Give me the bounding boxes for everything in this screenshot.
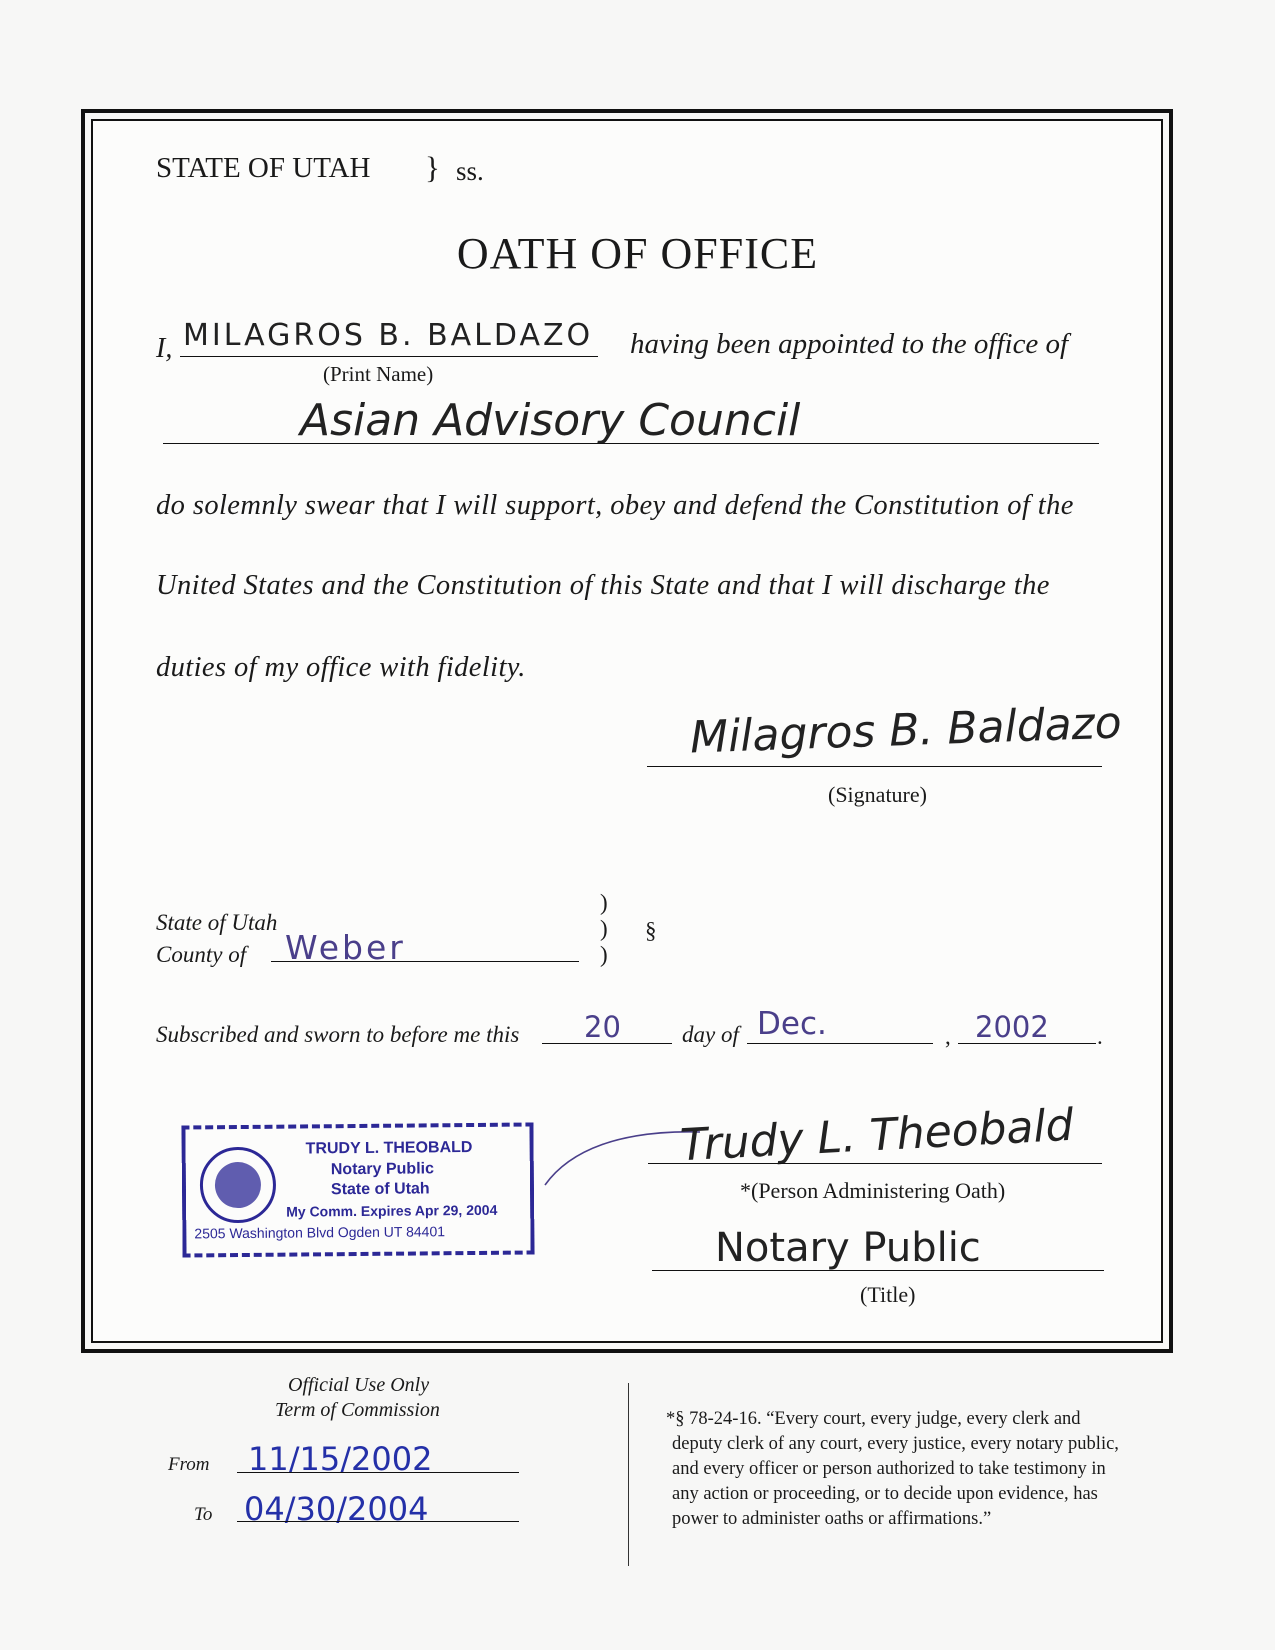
county-value: Weber <box>285 928 406 967</box>
footnote-line-1: *§ 78-24-16. “Every court, every judge, every clerk and <box>666 1409 1081 1429</box>
sworn-period: . <box>1097 1024 1103 1049</box>
stamp-title: Notary Public <box>330 1160 435 1179</box>
signature-handwritten: Milagros B. Baldazo <box>689 697 1123 764</box>
appointment-prefix: I, <box>156 333 173 364</box>
signature-line <box>647 766 1102 767</box>
county-line <box>271 961 579 962</box>
term-from-value: 11/15/2002 <box>248 1440 433 1478</box>
sworn-day-value: 20 <box>584 1010 621 1044</box>
oath-line-2: United States and the Constitution of this State and that I will discharge the <box>156 570 1050 601</box>
stamp-state: State of Utah <box>330 1180 430 1199</box>
footnote-line-4: any action or proceeding, or to decide upon evidence, has <box>672 1484 1098 1504</box>
venue-brace: } <box>425 150 440 185</box>
jurat-paren-2: ) <box>600 916 608 941</box>
jurat-paren-3: ) <box>600 942 608 967</box>
office-value: Asian Advisory Council <box>300 395 801 446</box>
sworn-day-line <box>542 1043 672 1044</box>
footnote-line-2: deputy clerk of any court, every justice, every notary public, <box>672 1434 1119 1454</box>
term-to-line <box>237 1521 519 1522</box>
footer-divider <box>628 1383 629 1566</box>
term-to-label: To <box>194 1504 213 1525</box>
stamp-name: TRUDY L. THEOBALD <box>305 1139 473 1158</box>
jurat-section-sign: § <box>645 918 657 943</box>
sworn-day-of: day of <box>682 1022 739 1047</box>
appointment-suffix: having been appointed to the office of <box>630 328 1069 360</box>
stamp-expiry: My Comm. Expires Apr 29, 2004 <box>286 1201 498 1220</box>
sworn-year-value: 2002 <box>975 1010 1049 1044</box>
sworn-comma: , <box>945 1024 951 1049</box>
footnote-line-3: and every officer or person authorized to take testimony in <box>672 1459 1106 1479</box>
venue-ss: ss. <box>456 156 484 186</box>
jurat-state: State of Utah <box>156 910 278 935</box>
administrator-title-value: Notary Public <box>715 1225 981 1271</box>
term-to-value: 04/30/2004 <box>244 1490 429 1528</box>
sworn-prefix: Subscribed and sworn to before me this <box>156 1022 520 1047</box>
term-from-label: From <box>168 1454 210 1475</box>
sworn-month-value: Dec. <box>757 1006 827 1042</box>
administrator-signature: Trudy L. Theobald <box>678 1099 1075 1172</box>
term-from-line <box>237 1472 519 1473</box>
signature-caption: (Signature) <box>828 782 927 807</box>
sworn-month-line <box>747 1043 933 1044</box>
administrator-line <box>648 1163 1102 1164</box>
official-use-heading: Official Use Only <box>288 1374 430 1396</box>
print-name-caption: (Print Name) <box>323 362 434 386</box>
jurat-paren-1: ) <box>600 890 608 915</box>
oath-line-1: do solemnly swear that I will support, obey and defend the Constitution of the <box>156 490 1074 521</box>
administrator-title-caption: (Title) <box>860 1282 916 1307</box>
print-name-line <box>180 356 598 357</box>
administrator-title-line <box>652 1270 1104 1271</box>
print-name-value: MILAGROS B. BALDAZO <box>183 318 594 353</box>
office-line <box>163 443 1099 444</box>
sworn-year-line <box>958 1043 1096 1044</box>
jurat-county-label: County of <box>156 942 247 967</box>
official-use-subheading: Term of Commission <box>275 1399 440 1421</box>
venue-state: STATE OF UTAH <box>156 152 371 184</box>
administrator-caption: *(Person Administering Oath) <box>740 1178 1006 1203</box>
page-title: OATH OF OFFICE <box>456 229 819 278</box>
notary-stamp <box>181 1122 534 1257</box>
oath-line-3: duties of my office with fidelity. <box>156 652 526 683</box>
footnote-line-5: power to administer oaths or affirmations.” <box>672 1509 992 1529</box>
stamp-address: 2505 Washington Blvd Ogden UT 84401 <box>194 1223 446 1242</box>
notary-seal-icon <box>200 1147 277 1224</box>
